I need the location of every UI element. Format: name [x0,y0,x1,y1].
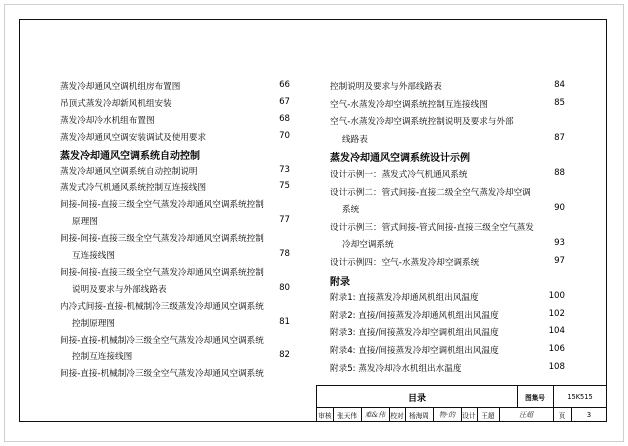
toc-page-number: 106 [548,344,565,354]
reviewer-name: 张天伟 [337,412,357,420]
toc-page-number: 100 [548,291,565,302]
toc-entry-title[interactable]: 附录2: 直接/间接蒸发冷却通风机组出风温度 [330,310,499,321]
toc-page-number: 104 [548,326,565,337]
toc-entry-title-continued[interactable]: 系统 [342,205,360,216]
proof-label: 校对 [390,412,404,420]
atlas-number: 15K515 [567,393,593,401]
review-label: 审核 [318,412,332,420]
toc-entry-title[interactable]: 间接-直接-机械制冷三级全空气蒸发冷却通风空调系统 [60,369,264,380]
toc-entry-title[interactable]: 设计示例一：蒸发式冷气机通风系统 [330,170,468,180]
toc-section-heading: 蒸发冷却通风空调系统设计示例 [330,153,470,165]
toc-entry-title[interactable]: 控制说明及要求与外部线路表 [330,82,442,92]
toc-entry-title[interactable]: 蒸发式冷气机通风系统控制互连接线图 [60,183,207,194]
toc-entry-title[interactable]: 蒸发冷却通风空调系统自动控制说明 [60,166,198,177]
toc-page-number: 75 [279,181,290,192]
toc-entry-title-continued[interactable]: 冷却空调系统 [342,240,394,251]
toc-page-number: 77 [279,215,290,226]
toc-page-number: 97 [554,256,565,266]
toc-entry-title[interactable]: 设计示例三：管式间接-管式间接-直接三级全空气蒸发 [330,222,534,233]
toc-page-number: 84 [554,80,565,90]
toc-entry-title[interactable]: 附录4: 直接/间接蒸发冷却空调机组出风温度 [330,346,499,356]
toc-page-number: 93 [554,238,565,249]
toc-entry-title[interactable]: 内冷式间接-直接-机械制冷三级蒸发冷却通风空调系统 [60,301,264,312]
toc-page-number: 81 [279,316,290,327]
page-number: 3 [586,411,592,419]
toc-page-number: 80 [279,282,290,293]
toc-page-number: 88 [554,168,565,178]
toc-page-number: 68 [279,113,290,124]
toc-page-number: 90 [554,203,565,214]
toc-entry-title-continued[interactable]: 控制原理图 [72,318,115,329]
page-label: 页 [558,412,566,420]
toc-entry-title[interactable]: 吊顶式蒸发冷却新风机组安装 [60,98,172,109]
toc-entry-title[interactable]: 附录3: 直接/间接蒸发冷却空调机组出风温度 [330,328,499,339]
proofer-signature: 物·的 [438,411,456,419]
atlas-number-label: 图集号 [525,394,545,402]
toc-page-number: 82 [279,350,290,361]
toc-entry-title[interactable]: 空气-水蒸发冷却空调系统控制说明及要求与外部 [330,117,514,128]
toc-section-heading: 附录 [330,276,350,288]
toc-entry-title[interactable]: 附录5: 蒸发冷却冷水机组出水温度 [330,363,462,374]
toc-entry-title[interactable]: 间接-间接-直接三级全空气蒸发冷却通风空调系统控制 [60,267,264,278]
toc-entry-title[interactable]: 设计示例二：管式间接-直接二级全空气蒸发冷却空调 [330,187,531,198]
designer-signature: 汪超 [519,411,533,419]
designer-name: 王超 [481,412,495,420]
title-block [316,385,606,421]
sheet-title: 目录 [407,393,426,404]
toc-entry-title-continued[interactable]: 线路表 [342,134,368,145]
toc-page-number: 87 [554,132,565,143]
toc-entry-title-continued[interactable]: 控制互连接线图 [72,352,133,363]
toc-page-number: 73 [279,164,290,175]
toc-entry-title-continued[interactable]: 原理图 [72,217,98,228]
toc-entry-title[interactable]: 蒸发冷却通风空调安装调试及使用要求 [60,132,207,143]
reviewer-signature: 难&伟 [364,411,386,419]
toc-page-number: 108 [548,361,565,372]
design-label: 设计 [462,412,476,420]
toc-page-number: 70 [279,130,290,141]
toc-section-heading: 蒸发冷却通风空调系统自动控制 [60,150,200,162]
toc-page-number: 102 [548,308,565,319]
toc-entry-title[interactable]: 附录1: 直接蒸发冷却通风机组出风温度 [330,293,479,304]
toc-entry-title[interactable]: 空气-水蒸发冷却空调系统控制互连接线图 [330,99,488,110]
toc-page-number: 67 [279,96,290,107]
toc-entry-title[interactable]: 间接-直接-机械制冷三级全空气蒸发冷却通风空调系统 [60,335,264,346]
toc-page-number: 66 [279,80,290,90]
toc-page-number: 85 [554,97,565,108]
toc-entry-title[interactable]: 蒸发冷却冷水机组布置图 [60,115,155,126]
toc-entry-title[interactable]: 间接-间接-直接三级全空气蒸发冷却通风空调系统控制 [60,234,264,245]
toc-entry-title-continued[interactable]: 说明及要求与外部线路表 [72,284,167,295]
toc-entry-title[interactable]: 间接-间接-直接三级全空气蒸发冷却通风空调系统控制 [60,200,264,211]
proofer-name: 杨海周 [409,412,429,420]
toc-page-number: 78 [279,249,290,259]
toc-entry-title[interactable]: 设计示例四：空气-水蒸发冷却空调系统 [330,258,480,268]
toc-entry-title-continued[interactable]: 互连接线图 [72,251,115,261]
toc-entry-title[interactable]: 蒸发冷却通风空调机组房布置图 [60,82,181,92]
